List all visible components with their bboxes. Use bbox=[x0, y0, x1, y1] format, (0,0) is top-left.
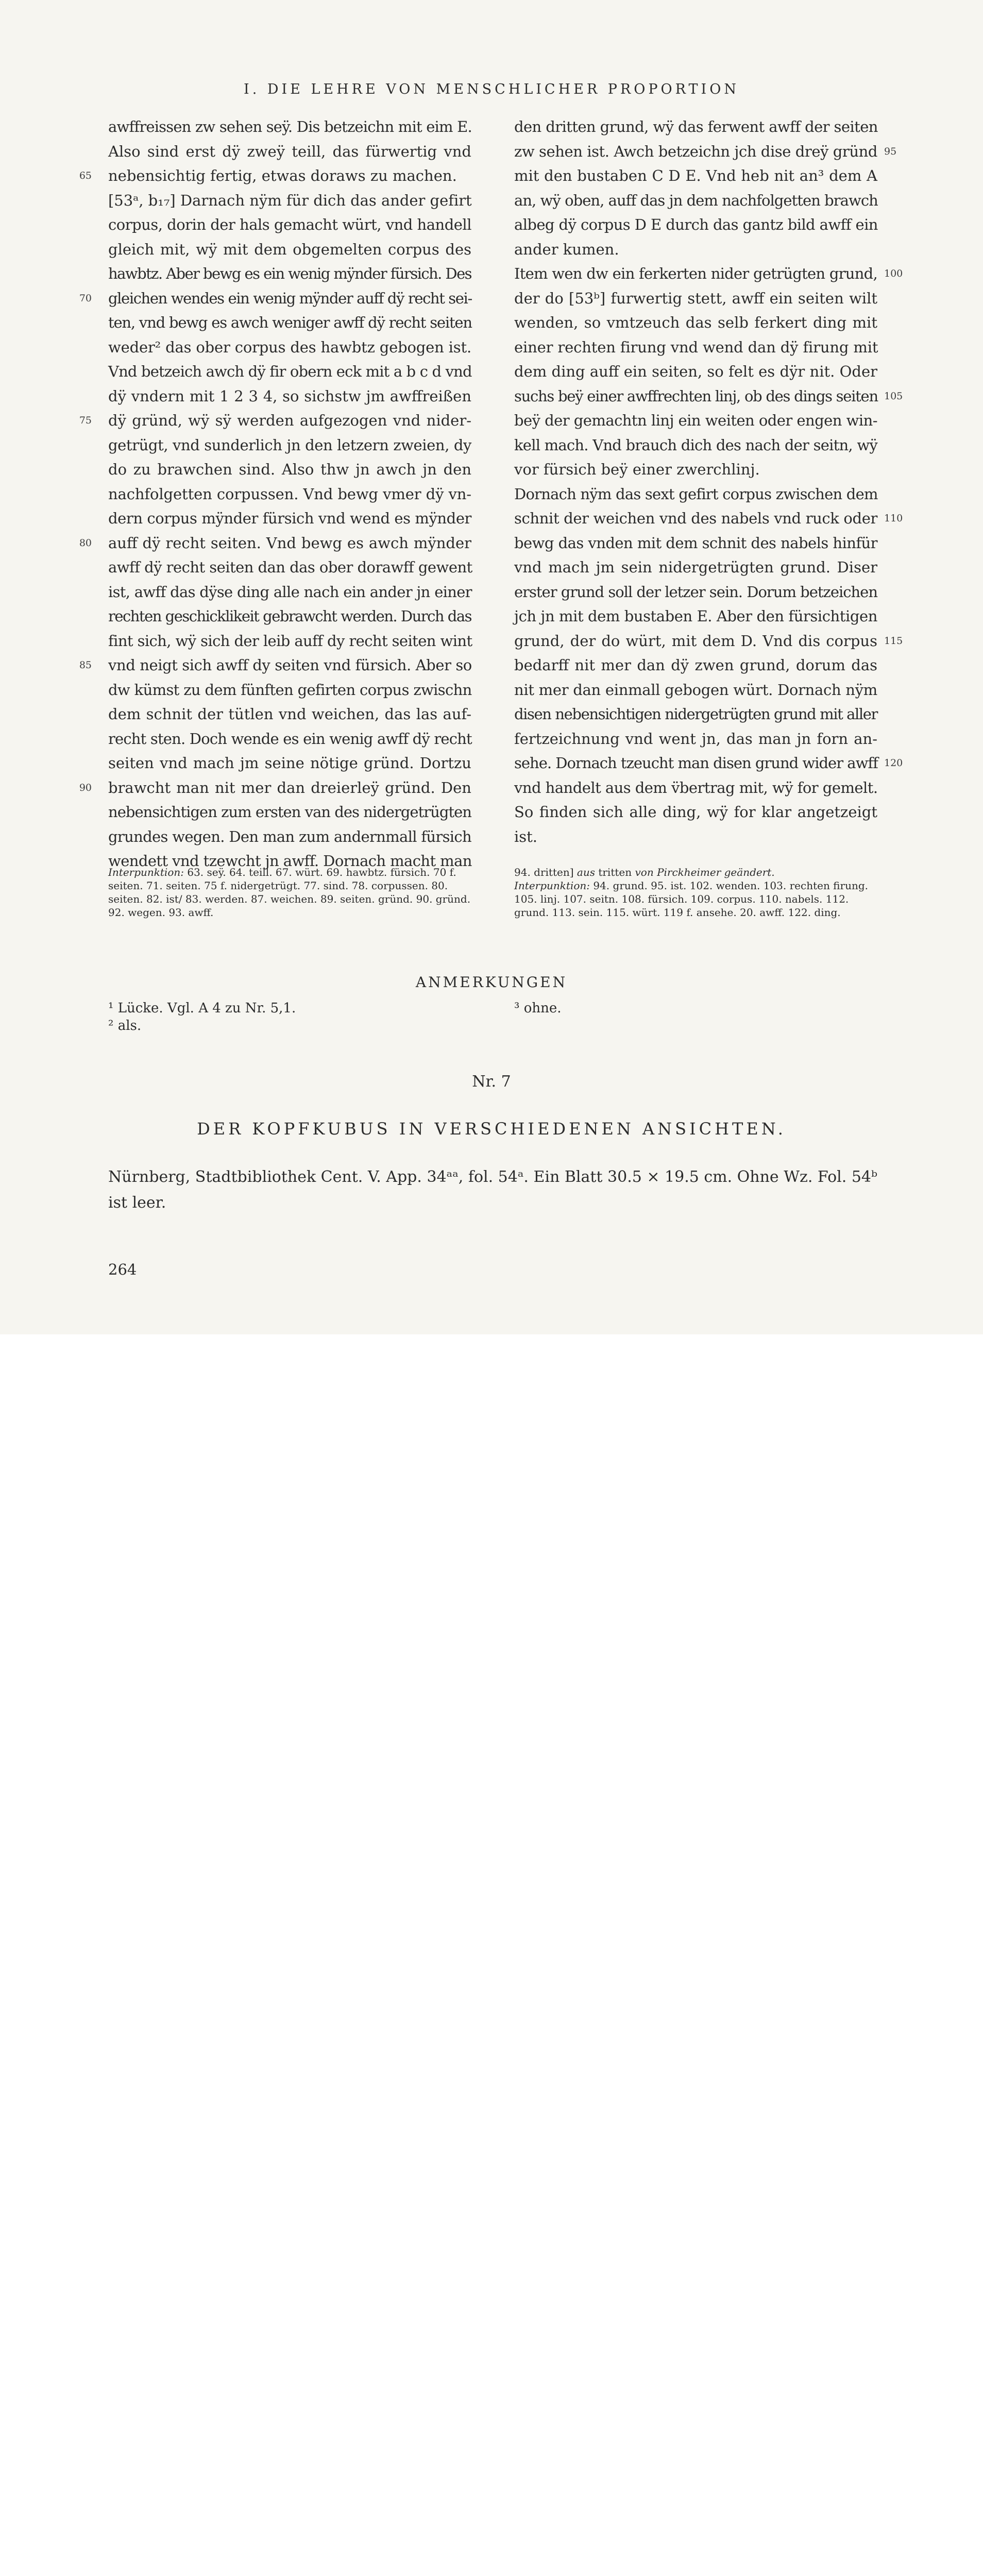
text-line bbox=[514, 776, 877, 801]
text-line bbox=[108, 555, 471, 580]
text-line bbox=[514, 800, 877, 825]
text-line bbox=[108, 213, 471, 238]
text-line bbox=[514, 506, 903, 531]
line-text: wendett vnd tzewcht jn awff. Dornach macht man bbox=[108, 852, 472, 870]
variant-lemma: 94. dritten] bbox=[514, 866, 574, 878]
line-text: fertzeichnung vnd went jn, das man jn forn an- bbox=[514, 730, 877, 748]
text-line bbox=[108, 800, 471, 825]
line-text: grund, der do würt, mit dem D. Vnd dis corpus bbox=[514, 632, 877, 650]
text-line bbox=[514, 262, 903, 286]
line-number: 75 bbox=[79, 415, 92, 426]
line-text: sehe. Dornach tzeucht man disen grund wider awff bbox=[514, 754, 878, 772]
line-text: dÿ vndern mit 1 2 3 4, so sichstw jm awffreißen bbox=[108, 387, 471, 405]
apparatus-text: 94. grund. 95. ist. 102. wenden. 103. rechten firung. 105. linj. 107. seitn. 108. fürsich. 109. corpus. 110. nabels. 112. grund. 113. sein. 115. würt. 119 f. ansehe. 20. awff. 122. ding. bbox=[514, 879, 869, 919]
text-line bbox=[108, 482, 471, 507]
line-text: awffreissen zw sehen seÿ. Dis betzeichn mit eim E. bbox=[108, 118, 472, 135]
line-text: brawcht man nit mer dan dreierleÿ gründ. Den bbox=[108, 778, 471, 796]
line-number: 85 bbox=[79, 659, 92, 671]
text-line bbox=[108, 678, 471, 703]
line-text: ten, vnd bewg es awch weniger awff dÿ recht seiten bbox=[108, 314, 472, 331]
text-line bbox=[79, 286, 472, 311]
line-text: awff dÿ recht seiten dan das ober dorawff gewent bbox=[108, 558, 472, 576]
line-text: rechten geschicklikeit gebrawcht werden. Durch das bbox=[108, 607, 471, 625]
line-text: hawbtz. Aber bewg es ein wenig mÿnder fürsich. Des bbox=[108, 265, 471, 282]
text-line bbox=[108, 115, 471, 140]
text-line bbox=[514, 433, 877, 458]
line-text: einer rechten firung vnd wend dan dÿ firung mit bbox=[514, 338, 878, 356]
text-line bbox=[514, 825, 877, 850]
text-line bbox=[108, 506, 471, 531]
text-line bbox=[108, 604, 471, 629]
line-text: nit mer dan einmall gebogen würt. Dornach nÿm bbox=[514, 681, 877, 699]
line-number: 65 bbox=[79, 170, 92, 181]
line-number: 110 bbox=[884, 513, 903, 524]
line-text: bewg das vnden mit dem schnit des nabels hinfür bbox=[514, 534, 877, 552]
text-line bbox=[108, 140, 471, 164]
line-text: dern corpus mÿnder fürsich vnd wend es mÿnder bbox=[108, 510, 471, 527]
text-line bbox=[108, 262, 471, 286]
line-text: dw kümst zu dem fünften gefirten corpus zwischn bbox=[108, 681, 472, 699]
line-text: nachfolgetten corpussen. Vnd bewg vmer dÿ vn- bbox=[108, 485, 471, 503]
line-text: zw sehen ist. Awch betzeichn jch dise dreÿ gründ bbox=[514, 142, 877, 160]
apparatus-text: 63. seÿ. 64. teill. 67. würt. 69. hawbtz. fürsich. 70 f. seiten. 71. seiten. 75 f. nidergetrügt. 77. sind. 78. corpussen. 80. seiten. 82. ist/ 83. werden. 87. weichen. 89. seiten. gründ. 90. gründ. 92. wegen. 93. awff. bbox=[108, 866, 471, 919]
text-line bbox=[514, 140, 897, 164]
line-number: 90 bbox=[79, 782, 92, 793]
line-text: beÿ der gemachtn linj ein weiten oder engen win- bbox=[514, 412, 877, 429]
line-text: dem schnit der tütlen vnd weichen, das las auf- bbox=[108, 705, 471, 723]
text-line bbox=[79, 531, 471, 556]
line-text: do zu brawchen sind. Also thw jn awch jn den bbox=[108, 461, 471, 478]
text-line bbox=[514, 164, 877, 189]
text-line bbox=[108, 189, 471, 213]
line-text: vnd mach jm sein nidergetrügten grund. Diser bbox=[514, 558, 877, 576]
line-number: 105 bbox=[884, 390, 903, 402]
line-text: seiten vnd mach jm seine nötige gründ. Dortzu bbox=[108, 754, 471, 772]
text-line bbox=[108, 311, 471, 335]
apparatus-notes-right bbox=[514, 866, 877, 919]
line-text: corpus, dorin der hals gemacht würt, vnd handell bbox=[108, 216, 471, 233]
line-text: Also sind erst dÿ zweÿ teill, das fürwertig vnd bbox=[108, 142, 471, 160]
section-title: DER KOPFKUBUS IN VERSCHIEDENEN ANSICHTEN. bbox=[197, 1119, 786, 1139]
text-line bbox=[514, 555, 877, 580]
text-line bbox=[108, 751, 471, 776]
text-line bbox=[514, 335, 877, 360]
variant-reading: tritten bbox=[598, 866, 632, 878]
line-text: dÿ gründ, wÿ sÿ werden aufgezogen vnd nider- bbox=[108, 412, 471, 429]
line-text: kell mach. Vnd brauch dich des nach der seitn, wÿ bbox=[514, 436, 877, 454]
line-text: getrügt, vnd sunderlich jn den letzern zweien, dy bbox=[108, 436, 471, 454]
line-number: 80 bbox=[79, 537, 92, 549]
line-text: albeg dÿ corpus D E durch das gantz bild awff ein bbox=[514, 216, 878, 233]
interpunktion-label: Interpunktion: bbox=[108, 866, 184, 878]
line-text: vor fürsich beÿ einer zwerchlinj. bbox=[514, 461, 760, 478]
text-line bbox=[108, 433, 471, 458]
text-line bbox=[79, 409, 471, 433]
footnote-1: ¹ Lücke. Vgl. A 4 zu Nr. 5,1. bbox=[108, 1001, 296, 1016]
text-line bbox=[108, 727, 471, 752]
line-text: mit den bustaben C D E. Vnd heb nit an³ dem A bbox=[514, 167, 877, 184]
line-text: So finden sich alle ding, wÿ for klar angetzeigt bbox=[514, 803, 877, 821]
line-text: recht sten. Doch wende es ein wenig awff dÿ recht bbox=[108, 730, 472, 748]
text-line bbox=[514, 531, 877, 556]
interpunktion-label: Interpunktion: bbox=[514, 879, 590, 892]
page-number: 264 bbox=[108, 1261, 137, 1278]
text-line bbox=[108, 457, 471, 482]
line-text: vnd neigt sich awff dy seiten vnd fürsich. Aber so bbox=[108, 656, 472, 674]
line-text: ander kumen. bbox=[514, 240, 619, 258]
line-text: Vnd betzeich awch dÿ fir obern eck mit a b c d vnd bbox=[108, 363, 472, 380]
line-text: [53ᵃ, b₁₇] Darnach nÿm für dich das ander gefirt bbox=[108, 191, 472, 209]
line-text: suchs beÿ einer awffrechten linj, ob des dings seiten bbox=[514, 387, 878, 405]
line-text: nebensichtig fertig, etwas doraws zu machen. bbox=[108, 167, 457, 184]
right-text-column bbox=[514, 115, 903, 849]
text-line bbox=[108, 825, 471, 850]
text-line bbox=[514, 604, 877, 629]
line-number: 115 bbox=[884, 635, 903, 647]
line-text: vnd handelt aus dem v̈bertrag mit, wÿ for gemelt. bbox=[514, 778, 878, 796]
line-text: an, wÿ oben, auff das jn dem nachfolgetten brawch bbox=[514, 191, 878, 209]
line-text: disen nebensichtigen nidergetrügten grund mit aller bbox=[514, 705, 877, 723]
line-text: dem ding auff ein seiten, so felt es dÿr nit. Oder bbox=[514, 363, 877, 380]
text-line bbox=[514, 384, 903, 409]
text-line bbox=[108, 702, 471, 727]
line-text: bedarff nit mer dan dÿ zwen grund, dorum das bbox=[514, 656, 877, 674]
line-text: erster grund soll der letzer sein. Dorum betzeichen bbox=[514, 583, 877, 601]
footnote-3: ³ ohne. bbox=[514, 1001, 562, 1016]
apparatus-notes-left bbox=[108, 866, 471, 919]
item-number: Nr. 7 bbox=[472, 1073, 511, 1091]
text-line bbox=[514, 727, 877, 752]
line-text: wenden, so vmtzeuch das selb ferkert ding mit bbox=[514, 314, 877, 331]
text-line bbox=[514, 629, 903, 654]
line-text: weder² das ober corpus des hawbtz gebogen ist. bbox=[108, 338, 471, 356]
line-text: grundes wegen. Den man zum andernmall fürsich bbox=[108, 827, 471, 845]
text-line bbox=[514, 457, 877, 482]
line-text: der do [53ᵇ] furwertig stett, awff ein seiten wilt bbox=[514, 289, 877, 307]
line-number: 100 bbox=[884, 268, 903, 279]
text-line bbox=[514, 678, 877, 703]
line-text: fint sich, wÿ sich der leib auff dy recht seiten wint bbox=[108, 632, 472, 650]
text-line bbox=[108, 384, 471, 409]
text-line bbox=[514, 482, 877, 507]
line-text: den dritten grund, wÿ das ferwent awff der seiten bbox=[514, 118, 878, 135]
line-text: nebensichtigen zum ersten van des nidergetrügten bbox=[108, 803, 471, 821]
text-line bbox=[108, 360, 471, 384]
line-text: Dornach nÿm das sext gefirt corpus zwischen dem bbox=[514, 485, 878, 503]
text-line bbox=[514, 213, 877, 238]
text-line bbox=[108, 580, 471, 605]
text-line bbox=[514, 751, 903, 776]
text-line bbox=[79, 653, 472, 678]
line-text: gleich mit, wÿ mit dem obgemelten corpus des bbox=[108, 240, 471, 258]
line-text: ist, awff das dÿse ding alle nach ein ander jn einer bbox=[108, 583, 472, 601]
text-line bbox=[79, 164, 471, 189]
line-number: 70 bbox=[79, 292, 92, 304]
footer-bar bbox=[0, 1334, 983, 1430]
text-line bbox=[514, 238, 877, 262]
text-line bbox=[514, 653, 877, 678]
line-text: ist. bbox=[514, 827, 538, 845]
source-description: Nürnberg, Stadtbibliothek Cent. V. App. 34ᵃᵃ, fol. 54ᵃ. Ein Blatt 30.5 × 19.5 cm. Ohne Wz. Fol. 54ᵇ ist leer. bbox=[108, 1168, 877, 1212]
text-line bbox=[108, 335, 471, 360]
left-text-column bbox=[79, 115, 472, 874]
variant-note-italic: von Pirckheimer geändert. bbox=[635, 866, 775, 878]
text-line bbox=[514, 409, 877, 433]
running-head: I. DIE LEHRE VON MENSCHLICHER PROPORTION bbox=[244, 81, 739, 97]
footnote-2: ² als. bbox=[108, 1018, 142, 1033]
text-line bbox=[79, 776, 471, 801]
line-text: auff dÿ recht seiten. Vnd bewg es awch mÿnder bbox=[108, 534, 471, 552]
text-line bbox=[514, 311, 877, 335]
anmerkungen-heading: ANMERKUNGEN bbox=[415, 974, 568, 991]
text-line bbox=[514, 702, 877, 727]
line-number: 95 bbox=[884, 145, 897, 157]
text-line bbox=[514, 286, 877, 311]
text-line bbox=[514, 189, 877, 213]
text-line bbox=[108, 629, 471, 654]
text-line bbox=[514, 580, 877, 605]
text-line bbox=[514, 115, 877, 140]
text-line bbox=[514, 360, 877, 384]
line-text: jch jn mit dem bustaben E. Aber den fürsichtigen bbox=[514, 607, 878, 625]
variant-note-italic: aus bbox=[577, 866, 595, 878]
line-text: gleichen wendes ein wenig mÿnder auff dÿ recht sei- bbox=[108, 289, 472, 307]
line-text: Item wen dw ein ferkerten nider getrügten grund, bbox=[514, 265, 877, 282]
text-line bbox=[108, 238, 471, 262]
line-text: schnit der weichen vnd des nabels vnd ruck oder bbox=[514, 510, 877, 527]
line-number: 120 bbox=[884, 757, 903, 769]
